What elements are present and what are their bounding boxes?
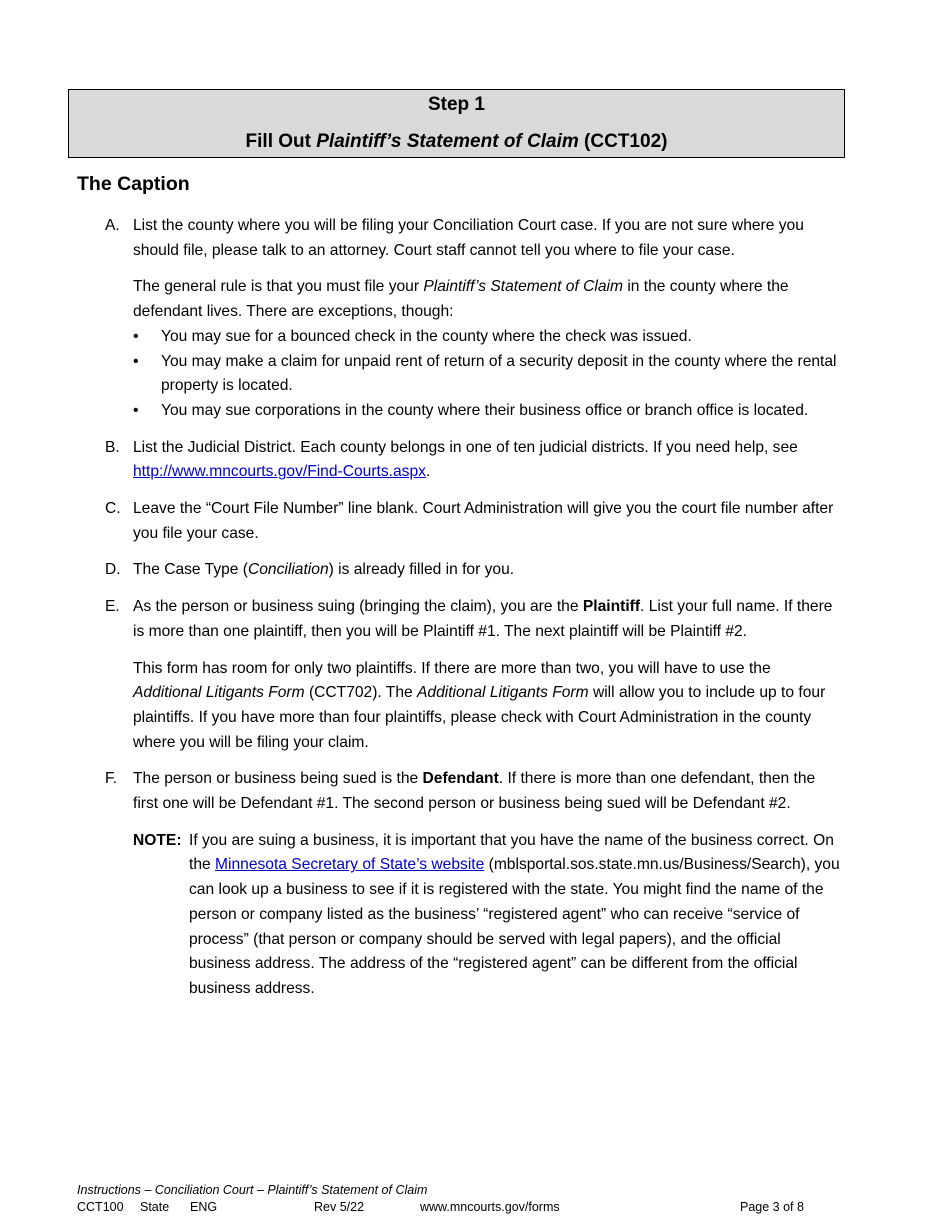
item-letter: D. [105,561,121,579]
step-header-box [68,89,845,158]
item-e-paragraph-2: This form has room for only two plaintiffs. If there are more than two, you will have to use the Additional Litigants Form (CCT702). The Additional Litigants Form will allow you to include up to four plaintiffs. If you have more than four plaintiffs, please check with Court Administration in the county where you will be filing your claim. [133,659,826,751]
item-e [105,595,840,755]
item-letter: F. [105,770,118,788]
footer-revision: Rev 5/22 [314,1200,365,1214]
step-title: Fill Out Plaintiff’s Statement of Claim (CCT102) [245,131,668,152]
item-f-paragraph-1: The person or business being sued is the Defendant. If there is more than one defendant, then the first one will be Defendant #1. The second person or business being sued will be Defendant #2. [133,770,816,813]
item-b: B. List the Judicial District. Each county belongs in one of ten judicial districts. If you need help, see http://www.mncourts.gov/Find-Courts.aspx. [105,436,840,485]
item-letter: B. [105,438,120,456]
footer-page-number: Page 3 of 8 [740,1200,804,1214]
step-label: Step 1 [427,94,486,115]
page-footer [77,1183,837,1218]
footer-language: ENG [190,1200,218,1214]
footer-url: www.mncourts.gov/forms [420,1200,560,1214]
exception-item: • You may sue corporations in the county where their business office or branch office is located. [161,399,840,424]
item-f [105,767,840,1001]
item-letter: C. [105,500,121,518]
exception-item: • You may sue for a bounced check in the county where the check was issued. [161,325,840,350]
exceptions-list [105,325,840,424]
footer-form-code: CCT100 [77,1200,124,1214]
secretary-of-state-link[interactable]: Minnesota Secretary of State’s website [215,856,485,874]
item-a-paragraph-2: The general rule is that you must file your Plaintiff’s Statement of Claim in the county where the defendant lives. There are exceptions, though: [133,278,789,321]
section-title: The Caption [77,173,190,195]
item-a [105,214,840,424]
item-letter: E. [105,598,120,616]
instructions-list [105,214,840,1014]
item-letter: A. [105,217,120,234]
footer-state: State [140,1200,170,1214]
note-label: NOTE: [133,831,182,849]
footer-title: Instructions – Conciliation Court – Plaintiff’s Statement of Claim [77,1183,428,1197]
item-d: D. The Case Type (Conciliation) is already filled in for you. [105,558,840,583]
item-c: C. Leave the “Court File Number” line blank. Court Administration will give you the court file number after you file your case. [105,497,840,546]
item-a-paragraph-1: List the county where you will be filing your Conciliation Court case. If you are not sure where you should file, please talk to an attorney. Court staff cannot tell you where to file your case. [133,217,804,259]
find-courts-link[interactable]: http://www.mncourts.gov/Find-Courts.aspx [133,463,426,481]
exception-item: • You may make a claim for unpaid rent of return of a security deposit in the county where the rental property is located. [161,350,840,399]
item-e-paragraph-1: As the person or business suing (bringing the claim), you are the Plaintiff. List your full name. If there is more than one plaintiff, then you will be Plaintiff #1. The next plaintiff will be Plaintiff #2. [133,598,833,640]
note-block: NOTE: If you are suing a business, it is important that you have the name of the business correct. On the Minnesota Secretary of State’s website (mblsportal.sos.state.mn.us/Business/Search), you can look up a business to see if it is registered with the state. You might find the name of the person or company listed as the business’ “registered agent” who can receive “service of process” (that person or company should be served with legal papers), and the official business address. The address of the “registered agent” can be different from the official business address. [133,829,840,1002]
